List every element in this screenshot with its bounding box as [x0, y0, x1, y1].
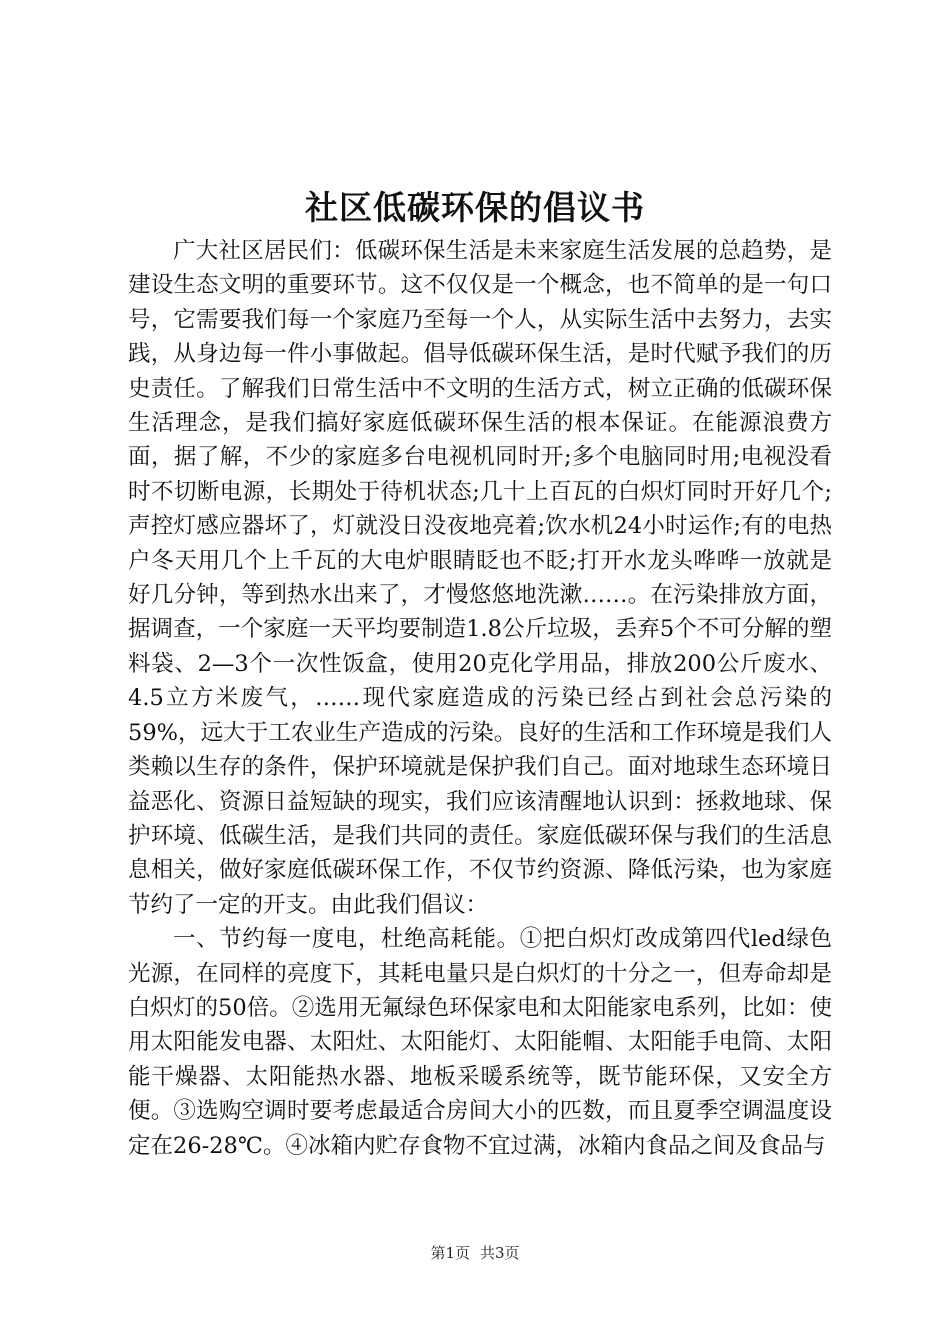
- page-number: 第1页: [430, 1244, 470, 1262]
- document-body: [128, 234, 832, 1163]
- page-total: 共3页: [480, 1244, 520, 1262]
- intro-paragraph: 广大社区居民们：低碳环保生活是未来家庭生活发展的总趋势，是建设生态文明的重要环节。这不仅仅是一个概念，也不简单的是一句口号，它需要我们每一个家庭乃至每一个人，从实际生活中去努力，去实践，从身边每一件小事做起。倡导低碳环保生活，是时代赋予我们的历史责任。了解我们日常生活中不文明的生活方式，树立正确的低碳环保生活理念，是我们搞好家庭低碳环保生活的根本保证。在能源浪费方面，据了解，不少的家庭多台电视机同时开;多个电脑同时用;电视没看时不切断电源，长期处于待机状态;几十上百瓦的白炽灯同时开好几个;声控灯感应器坏了，灯就没日没夜地亮着;饮水机24小时运作;有的电热户冬天用几个上千瓦的大电炉眼睛眨也不眨;打开水龙头哗哗一放就是好几分钟，等到热水出来了，才慢悠悠地洗漱……。在污染排放方面，据调查，一个家庭一天平均要制造1.8公斤垃圾，丢弃5个不可分解的塑料袋、2—3个一次性饭盒，使用20克化学用品，排放200公斤废水、4.5立方米废气，……现代家庭造成的污染已经占到社会总污染的59%，远大于工农业生产造成的污染。良好的生活和工作环境是我们人类赖以生存的条件，保护环境就是保护我们自己。面对地球生态环境日益恶化、资源日益短缺的现实，我们应该清醒地认识到：拯救地球、保护环境、低碳生活，是我们共同的责任。家庭低碳环保与我们的生活息息相关，做好家庭低碳环保工作，不仅节约资源、降低污染，也为家庭节约了一定的开支。由此我们倡议：: [128, 238, 832, 918]
- proposal-paragraph-1: 一、节约每一度电，杜绝高耗能。①把白炽灯改成第四代led绿色光源，在同样的亮度下，其耗电量只是白炽灯的十分之一，但寿命却是白炽灯的50倍。②选用无氟绿色环保家电和太阳能家电系列，比如：使用太阳能发电器、太阳灶、太阳能灯、太阳能帽、太阳能手电筒、太阳能干燥器、太阳能热水器、地板采暖系统等，既节能环保，又安全方便。③选购空调时要考虑最适合房间大小的匹数，而且夏季空调温度设定在26-28℃。④冰箱内贮存食物不宜过满，冰箱内食品之间及食品与: [128, 926, 832, 1159]
- page-footer: [0, 1243, 950, 1263]
- document-title: 社区低碳环保的倡议书: [305, 188, 645, 227]
